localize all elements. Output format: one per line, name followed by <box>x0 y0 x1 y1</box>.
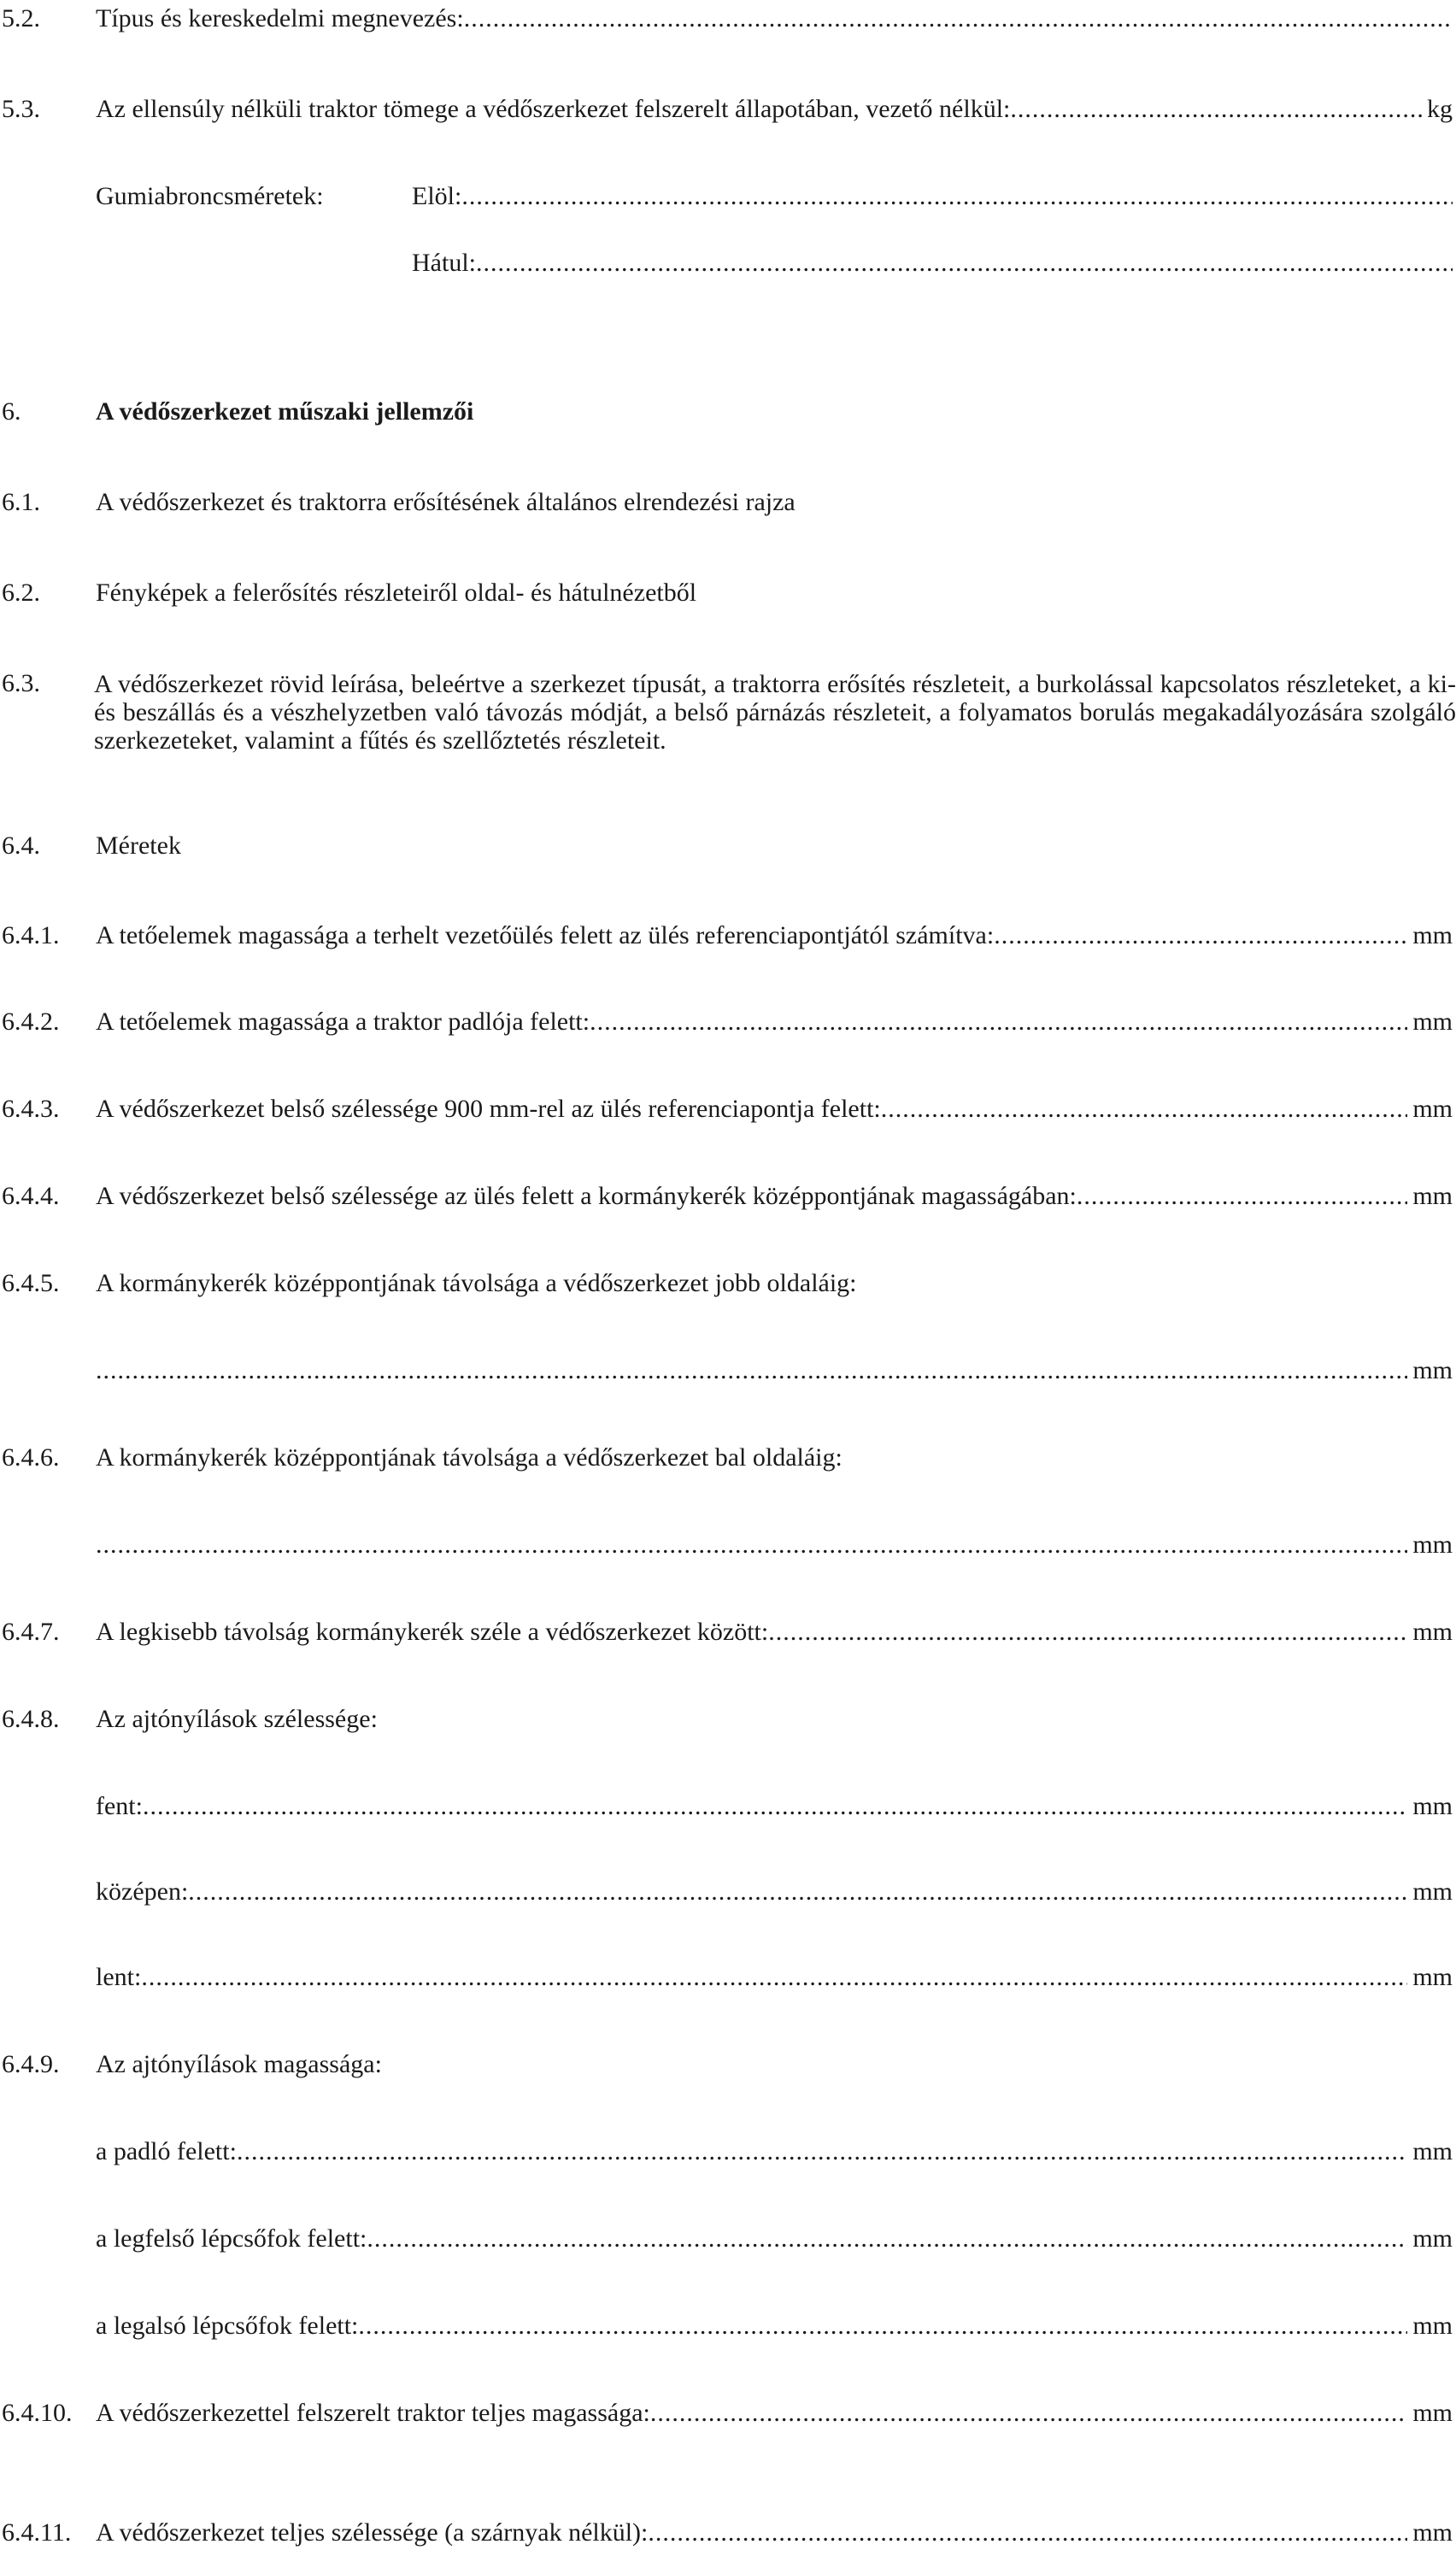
form-row-6-4-3 <box>0 1092 1456 1126</box>
section-heading-6 <box>0 395 1456 429</box>
unit-label: mm <box>1412 921 1453 949</box>
fill-in-dots[interactable] <box>590 1005 1407 1039</box>
fill-in-dots[interactable] <box>476 246 1453 280</box>
field-line <box>96 1005 1453 1039</box>
item-text: A védőszerkezet és traktorra erősítésének általános elrendezési rajza <box>96 488 796 516</box>
field-line <box>96 1528 1453 1562</box>
field-line <box>96 1960 1453 1995</box>
field-label: A védőszerkezet belső szélessége az ülés felett a kormánykerék középpontjának magasságában: <box>96 1182 1077 1210</box>
item-number: 6.4.2. <box>2 1008 60 1036</box>
form-row-6-4-5 <box>0 1266 1456 1301</box>
unit-label: mm <box>1412 2312 1453 2340</box>
unit-label: mm <box>1412 1877 1453 1906</box>
form-row-door-width-middle <box>0 1875 1456 1909</box>
unit-label: mm <box>1412 2137 1453 2165</box>
item-number: 5.2. <box>2 4 40 32</box>
field-line <box>96 1179 1453 1213</box>
sub-field-label: középen: <box>96 1877 189 1906</box>
field-line <box>96 1789 1453 1824</box>
fill-in-dots[interactable] <box>461 179 1453 214</box>
field-line <box>96 2222 1453 2256</box>
field-line <box>96 919 1453 953</box>
item-number: 5.3. <box>2 95 40 123</box>
fill-in-dots[interactable] <box>650 2396 1407 2430</box>
unit-label: mm <box>1412 2518 1453 2547</box>
unit-label: mm <box>1412 1618 1453 1646</box>
unit-label: mm <box>1412 1095 1453 1123</box>
item-number: 6.4.4. <box>2 1182 60 1210</box>
item-number: 6.1. <box>2 488 40 516</box>
fill-in-dots[interactable] <box>464 2 1453 36</box>
fill-in-dots[interactable] <box>188 1875 1407 1909</box>
field-line <box>412 179 1453 214</box>
unit-label: kg <box>1427 95 1453 123</box>
form-row-5-2 <box>0 2 1456 36</box>
field-label: A védőszerkezettel felszerelt traktor teljes magassága: <box>96 2399 650 2427</box>
form-row-door-height-floor <box>0 2135 1456 2169</box>
item-number: 6.4. <box>2 831 40 860</box>
sub-field-label: a padló felett: <box>96 2137 237 2165</box>
fill-in-dots[interactable] <box>1077 1179 1407 1213</box>
fill-in-dots[interactable] <box>648 2516 1407 2550</box>
description-paragraph: A védőszerkezet rövid leírása, beleértve a szerkezet típusát, a traktorra erősítés részleteit, a burkolással kapcsolatos részleteket, a ki- és beszállás és a vészhelyzetben való távozás módját, a belső párnázás részleteit, a folyamatos borulás megakadályozására szolgáló szerkezeteket, valamint a fűtés és szellőztetés részleteit. <box>94 670 1456 755</box>
form-row-5-3 <box>0 92 1456 126</box>
form-row-6-4-6-value <box>0 1528 1456 1562</box>
field-line <box>96 1354 1453 1388</box>
form-row-door-height-top-step <box>0 2222 1456 2256</box>
form-row-tyres-rear <box>0 246 1456 280</box>
field-line <box>96 2309 1453 2343</box>
field-label: A kormánykerék középpontjának távolsága a védőszerkezet bal oldaláig: <box>96 1443 842 1472</box>
unit-label: mm <box>1412 1792 1453 1820</box>
section-title: A védőszerkezet műszaki jellemzői <box>96 397 474 426</box>
item-number: 6.4.11. <box>2 2518 72 2547</box>
sub-field-label: a legfelső lépcsőfok felett: <box>96 2224 367 2253</box>
field-line <box>96 1615 1453 1649</box>
item-number: 6.4.7. <box>2 1618 60 1646</box>
field-label: Az ellensúly nélküli traktor tömege a védőszerkezet felszerelt állapotában, vezető nélkül: <box>96 95 1011 123</box>
item-number: 6.4.10. <box>2 2399 73 2427</box>
item-number: 6.3. <box>2 669 40 697</box>
fill-in-dots[interactable] <box>768 1615 1407 1649</box>
unit-label: mm <box>1412 1008 1453 1036</box>
form-row-door-height-bottom-step <box>0 2309 1456 2343</box>
form-row-6-4-1 <box>0 919 1456 953</box>
unit-label: mm <box>1412 2224 1453 2253</box>
form-row-6-4 <box>0 829 1456 863</box>
unit-label: mm <box>1412 1182 1453 1210</box>
form-row-door-width-top <box>0 1789 1456 1824</box>
rear-tyres-label: Hátul: <box>412 249 476 277</box>
field-label: A kormánykerék középpontjának távolsága a védőszerkezet jobb oldaláig: <box>96 1269 857 1297</box>
item-number: 6.4.6. <box>2 1443 60 1472</box>
form-row-6-4-4 <box>0 1179 1456 1213</box>
item-text: Fényképek a felerősítés részleteiről oldal- és hátulnézetből <box>96 579 697 607</box>
form-row-6-4-8 <box>0 1702 1456 1736</box>
unit-label: mm <box>1412 2399 1453 2427</box>
fill-in-dots[interactable] <box>141 1960 1407 1995</box>
field-label: A tetőelemek magassága a traktor padlója felett: <box>96 1008 590 1036</box>
form-row-6-4-10 <box>0 2396 1456 2430</box>
item-number: 6.4.9. <box>2 2050 60 2078</box>
form-row-6-4-6 <box>0 1441 1456 1475</box>
fill-in-dots[interactable] <box>237 2135 1407 2169</box>
field-label: A tetőelemek magassága a terhelt vezetőülés felett az ülés referenciapontjától számítva: <box>96 921 995 949</box>
item-text: Méretek <box>96 831 181 860</box>
field-line <box>412 246 1453 280</box>
sub-field-label: fent: <box>96 1792 143 1820</box>
item-number: 6.4.3. <box>2 1095 60 1123</box>
fill-in-dots[interactable] <box>994 919 1407 953</box>
field-label: Az ajtónyílások szélessége: <box>96 1705 378 1733</box>
field-line <box>96 2135 1453 2169</box>
item-number: 6. <box>2 397 21 426</box>
item-number: 6.4.5. <box>2 1269 60 1297</box>
field-label: Típus és kereskedelmi megnevezés: <box>96 4 464 32</box>
form-row-6-4-5-value <box>0 1354 1456 1388</box>
form-row-door-width-bottom <box>0 1960 1456 1995</box>
field-label: A legkisebb távolság kormánykerék széle a védőszerkezet között: <box>96 1618 769 1646</box>
sub-field-label: lent: <box>96 1963 142 1991</box>
field-line <box>96 2396 1453 2430</box>
field-label: A védőszerkezet belső szélessége 900 mm-rel az ülés referenciapontja felett: <box>96 1095 881 1123</box>
item-number: 6.4.8. <box>2 1705 60 1733</box>
field-line <box>96 1092 1453 1126</box>
form-row-tyres-front <box>0 179 1456 214</box>
fill-in-dots[interactable] <box>143 1789 1407 1824</box>
form-row-6-4-2 <box>0 1005 1456 1039</box>
form-row-6-4-7 <box>0 1615 1456 1649</box>
sub-field-label: a legalsó lépcsőfok felett: <box>96 2312 359 2340</box>
form-row-6-2 <box>0 576 1456 610</box>
fill-in-dots[interactable] <box>881 1092 1408 1126</box>
unit-label: mm <box>1412 1963 1453 1991</box>
fill-in-dots[interactable] <box>1010 92 1422 126</box>
form-row-6-4-9 <box>0 2048 1456 2082</box>
form-row-6-4-11 <box>0 2516 1456 2550</box>
tyres-label: Gumiabroncsméretek: <box>96 182 324 210</box>
unit-label: mm <box>1412 1356 1453 1384</box>
field-line <box>96 1875 1453 1909</box>
item-number: 6.4.1. <box>2 921 60 949</box>
field-line <box>96 2516 1453 2550</box>
fill-in-dots[interactable] <box>358 2309 1407 2343</box>
field-line <box>96 2 1453 36</box>
item-number: 6.2. <box>2 579 40 607</box>
field-label: Az ajtónyílások magassága: <box>96 2050 382 2078</box>
unit-label: mm <box>1412 1531 1453 1559</box>
field-label: A védőszerkezet teljes szélessége (a szárnyak nélkül): <box>96 2518 649 2547</box>
fill-in-dots[interactable] <box>96 1528 1407 1562</box>
fill-in-dots[interactable] <box>367 2222 1407 2256</box>
field-line <box>96 92 1453 126</box>
fill-in-dots[interactable] <box>96 1354 1407 1388</box>
front-tyres-label: Elöl: <box>412 182 462 210</box>
form-row-6-1 <box>0 485 1456 520</box>
